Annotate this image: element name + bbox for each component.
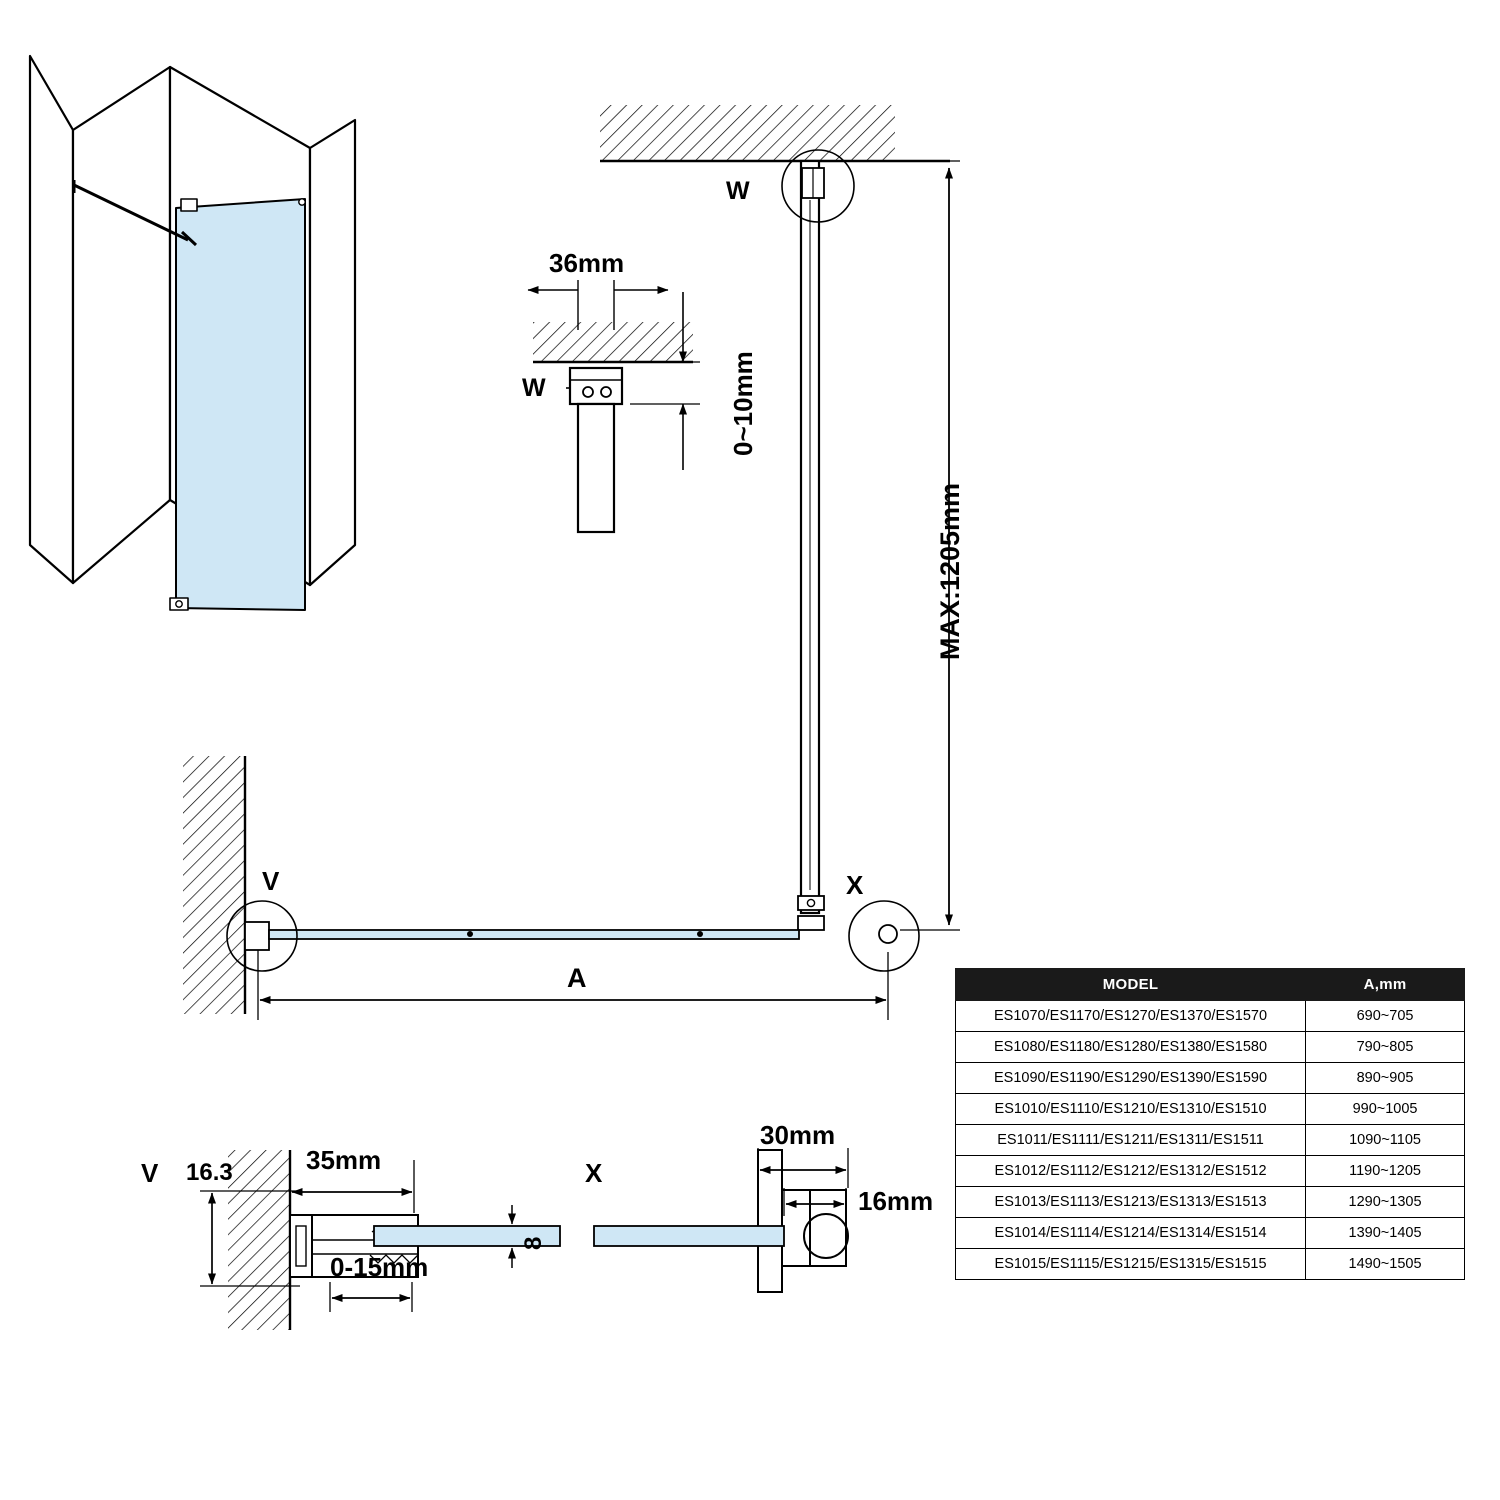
cell-model: ES1070/ES1170/ES1270/ES1370/ES1570 (956, 1001, 1306, 1032)
cell-a: 890~905 (1306, 1063, 1465, 1094)
table-row (956, 1218, 1465, 1249)
dim-30mm: 30mm (760, 1120, 836, 1150)
cell-a: 1190~1205 (1306, 1156, 1465, 1187)
dim-16-3: 16.3 (186, 1159, 233, 1186)
label-x-section: X (585, 1158, 603, 1188)
dim-0-15mm: 0-15mm (330, 1252, 429, 1282)
cell-a: 790~805 (1306, 1032, 1465, 1063)
table-row (956, 1094, 1465, 1125)
plan-view (183, 756, 888, 1020)
dim-35mm: 35mm (306, 1145, 382, 1175)
elevation-view (600, 105, 960, 971)
cell-a: 1390~1405 (1306, 1218, 1465, 1249)
dim-36mm: 36mm (549, 248, 625, 278)
cell-model: ES1010/ES1110/ES1210/ES1310/ES1510 (956, 1094, 1306, 1125)
cell-model: ES1014/ES1114/ES1214/ES1314/ES1514 (956, 1218, 1306, 1249)
cell-a: 1090~1105 (1306, 1125, 1465, 1156)
table-row (956, 1156, 1465, 1187)
table-row (956, 1063, 1465, 1094)
label-w-top: W (726, 177, 750, 205)
cell-a: 690~705 (1306, 1001, 1465, 1032)
cell-model: ES1013/ES1113/ES1213/ES1313/ES1513 (956, 1187, 1306, 1218)
label-v-plan: V (262, 866, 280, 896)
dim-max-height: MAX:1205mm (935, 482, 965, 660)
isometric-view (30, 56, 355, 610)
model-spec-table (955, 968, 1465, 1280)
table-row (956, 1001, 1465, 1032)
table-header-model: MODEL (956, 969, 1306, 1001)
detail-v-section (200, 1150, 560, 1330)
dim-16mm: 16mm (858, 1186, 934, 1216)
cell-a: 1490~1505 (1306, 1249, 1465, 1280)
dim-glass-thickness-8: 8 (520, 1236, 547, 1250)
table-row (956, 1249, 1465, 1280)
cell-model: ES1015/ES1115/ES1215/ES1315/ES1515 (956, 1249, 1306, 1280)
table-header-row (956, 969, 1465, 1001)
table-row (956, 1187, 1465, 1218)
cell-model: ES1012/ES1112/ES1212/ES1312/ES1512 (956, 1156, 1306, 1187)
label-v-section: V (141, 1158, 159, 1188)
detail-x-section (594, 1148, 848, 1292)
table-row (956, 1125, 1465, 1156)
cell-model: ES1090/ES1190/ES1290/ES1390/ES1590 (956, 1063, 1306, 1094)
cell-a: 1290~1305 (1306, 1187, 1465, 1218)
dim-a: A (567, 963, 587, 993)
label-w-detail: W (522, 374, 546, 402)
cell-a: 990~1005 (1306, 1094, 1465, 1125)
table-header-a: A,mm (1306, 969, 1465, 1001)
table-row (956, 1032, 1465, 1063)
cell-model: ES1011/ES1111/ES1211/ES1311/ES1511 (956, 1125, 1306, 1156)
detail-w-section (528, 280, 700, 532)
label-x-plan: X (846, 870, 864, 900)
cell-model: ES1080/ES1180/ES1280/ES1380/ES1580 (956, 1032, 1306, 1063)
dim-0-10mm: 0~10mm (728, 351, 758, 456)
